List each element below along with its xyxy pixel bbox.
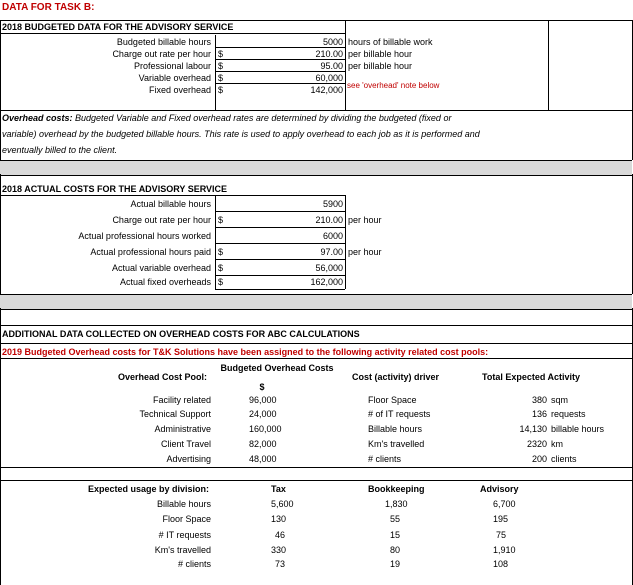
- actual-value: 210.00: [315, 215, 343, 225]
- actual-label: Actual billable hours: [130, 199, 211, 209]
- pool-driver: # of IT requests: [368, 409, 431, 419]
- pool-name: Technical Support: [139, 409, 211, 419]
- pool-qty: 200: [531, 454, 547, 464]
- usage-bookkeeping: 55: [390, 514, 401, 524]
- usage-label: Floor Space: [162, 514, 211, 524]
- usage-label: # IT requests: [158, 530, 211, 540]
- budget-unit: per billable hour: [348, 49, 413, 59]
- pool-cost: 24,000: [249, 409, 277, 419]
- pool-driver: # clients: [368, 454, 402, 464]
- pool-unit: billable hours: [551, 424, 605, 434]
- budget-label: Variable overhead: [138, 73, 211, 83]
- budget-label: Fixed overhead: [148, 85, 211, 95]
- currency: $: [218, 73, 224, 83]
- currency: $: [218, 49, 224, 59]
- usage-tax: 330: [271, 545, 287, 555]
- pool-qty: 2320: [526, 439, 547, 449]
- header-dollar: $: [259, 382, 265, 392]
- usage-advisory: 75: [496, 530, 507, 540]
- pool-driver: Floor Space: [368, 395, 417, 405]
- usage-bookkeeping: 15: [390, 530, 401, 540]
- actual-unit: per hour: [348, 215, 382, 225]
- actual-title: 2018 ACTUAL COSTS FOR THE ADVISORY SERVICE: [2, 184, 228, 194]
- usage-label: Km's travelled: [154, 545, 211, 555]
- usage-advisory: 6,700: [493, 499, 516, 509]
- currency: $: [218, 215, 224, 225]
- actual-label: Actual variable overhead: [111, 263, 211, 273]
- pool-unit: km: [551, 439, 563, 449]
- currency: $: [218, 61, 224, 71]
- budget-value: 142,000: [310, 85, 343, 95]
- pool-unit: clients: [551, 454, 577, 464]
- actual-label: Actual professional hours worked: [78, 231, 211, 241]
- pool-driver: Billable hours: [368, 424, 423, 434]
- pool-driver: Km's travelled: [368, 439, 425, 449]
- budget-label: Charge out rate per hour: [112, 49, 211, 59]
- budget-unit: per billable hour: [348, 61, 413, 71]
- usage-tax: 130: [271, 514, 287, 524]
- budget-title: 2018 BUDGETED DATA FOR THE ADVISORY SERVICE: [2, 22, 234, 32]
- budget-value: 60,000: [315, 73, 343, 83]
- actual-value: 5900: [322, 199, 343, 209]
- actual-unit: per hour: [348, 247, 382, 257]
- currency: $: [218, 263, 224, 273]
- overhead-note: Overhead costs: Budgeted Variable and Fixed overhead rates are determined by dividing the budgeted (fixed or: [2, 113, 452, 123]
- separator-band: [0, 294, 632, 310]
- usage-bookkeeping: 19: [390, 559, 401, 569]
- budget-label: Professional labour: [133, 61, 211, 71]
- budget-value: 210.00: [315, 49, 343, 59]
- usage-tax: 46: [275, 530, 286, 540]
- pool-unit: sqm: [551, 395, 569, 405]
- pool-cost: 82,000: [249, 439, 277, 449]
- usage-bookkeeping: 1,830: [385, 499, 408, 509]
- usage-advisory: 195: [493, 514, 509, 524]
- usage-label: Billable hours: [156, 499, 211, 509]
- pool-name: Facility related: [152, 395, 211, 405]
- overhead-note-pointer: see 'overhead' note below: [347, 81, 440, 90]
- currency: $: [218, 247, 224, 257]
- budget-unit: hours of billable work: [348, 37, 433, 47]
- separator-band: [0, 160, 632, 176]
- actual-value: 56,000: [315, 263, 343, 273]
- actual-value: 6000: [322, 231, 343, 241]
- abc-subtitle: 2019 Budgeted Overhead costs for T&K Solutions have been assigned to the following activity related cost pools:: [2, 347, 489, 357]
- usage-label: # clients: [177, 559, 211, 569]
- header-budgeted: Budgeted Overhead Costs: [220, 363, 334, 373]
- pool-name: Client Travel: [160, 439, 211, 449]
- header-activity: Total Expected Activity: [482, 372, 581, 382]
- actual-label: Actual fixed overheads: [119, 277, 211, 287]
- pool-qty: 14,130: [519, 424, 547, 434]
- header-driver: Cost (activity) driver: [352, 372, 440, 382]
- budget-value: 5000: [322, 37, 343, 47]
- pool-name: Administrative: [154, 424, 211, 434]
- usage-advisory: 1,910: [493, 545, 516, 555]
- budget-value: 95.00: [320, 61, 343, 71]
- pool-unit: requests: [551, 409, 586, 419]
- usage-header-bookkeeping: Bookkeeping: [368, 484, 425, 494]
- pool-cost: 48,000: [249, 454, 277, 464]
- usage-header-advisory: Advisory: [480, 484, 519, 494]
- usage-header-tax: Tax: [271, 484, 286, 494]
- pool-cost: 160,000: [249, 424, 282, 434]
- usage-header-label: Expected usage by division:: [88, 484, 210, 494]
- usage-bookkeeping: 80: [390, 545, 401, 555]
- usage-advisory: 108: [493, 559, 509, 569]
- actual-label: Actual professional hours paid: [90, 247, 211, 257]
- currency: $: [218, 277, 224, 287]
- usage-tax: 73: [275, 559, 286, 569]
- overhead-note-line2: variable) overhead by the budgeted billable hours. This rate is used to apply overhead to each job as it is performed and: [2, 129, 480, 139]
- pool-qty: 380: [531, 395, 547, 405]
- currency: $: [218, 85, 224, 95]
- pool-cost: 96,000: [249, 395, 277, 405]
- task-title: DATA FOR TASK B:: [2, 2, 95, 13]
- actual-label: Charge out rate per hour: [112, 215, 211, 225]
- usage-tax: 5,600: [271, 499, 294, 509]
- header-pool: Overhead Cost Pool:: [118, 372, 208, 382]
- pool-name: Advertising: [166, 454, 211, 464]
- budget-label: Budgeted billable hours: [116, 37, 211, 47]
- abc-title: ADDITIONAL DATA COLLECTED ON OVERHEAD COSTS FOR ABC CALCULATIONS: [2, 329, 360, 339]
- actual-value: 97.00: [320, 247, 343, 257]
- actual-value: 162,000: [310, 277, 343, 287]
- pool-qty: 136: [531, 409, 547, 419]
- overhead-note-line3: eventually billed to the client.: [2, 145, 118, 155]
